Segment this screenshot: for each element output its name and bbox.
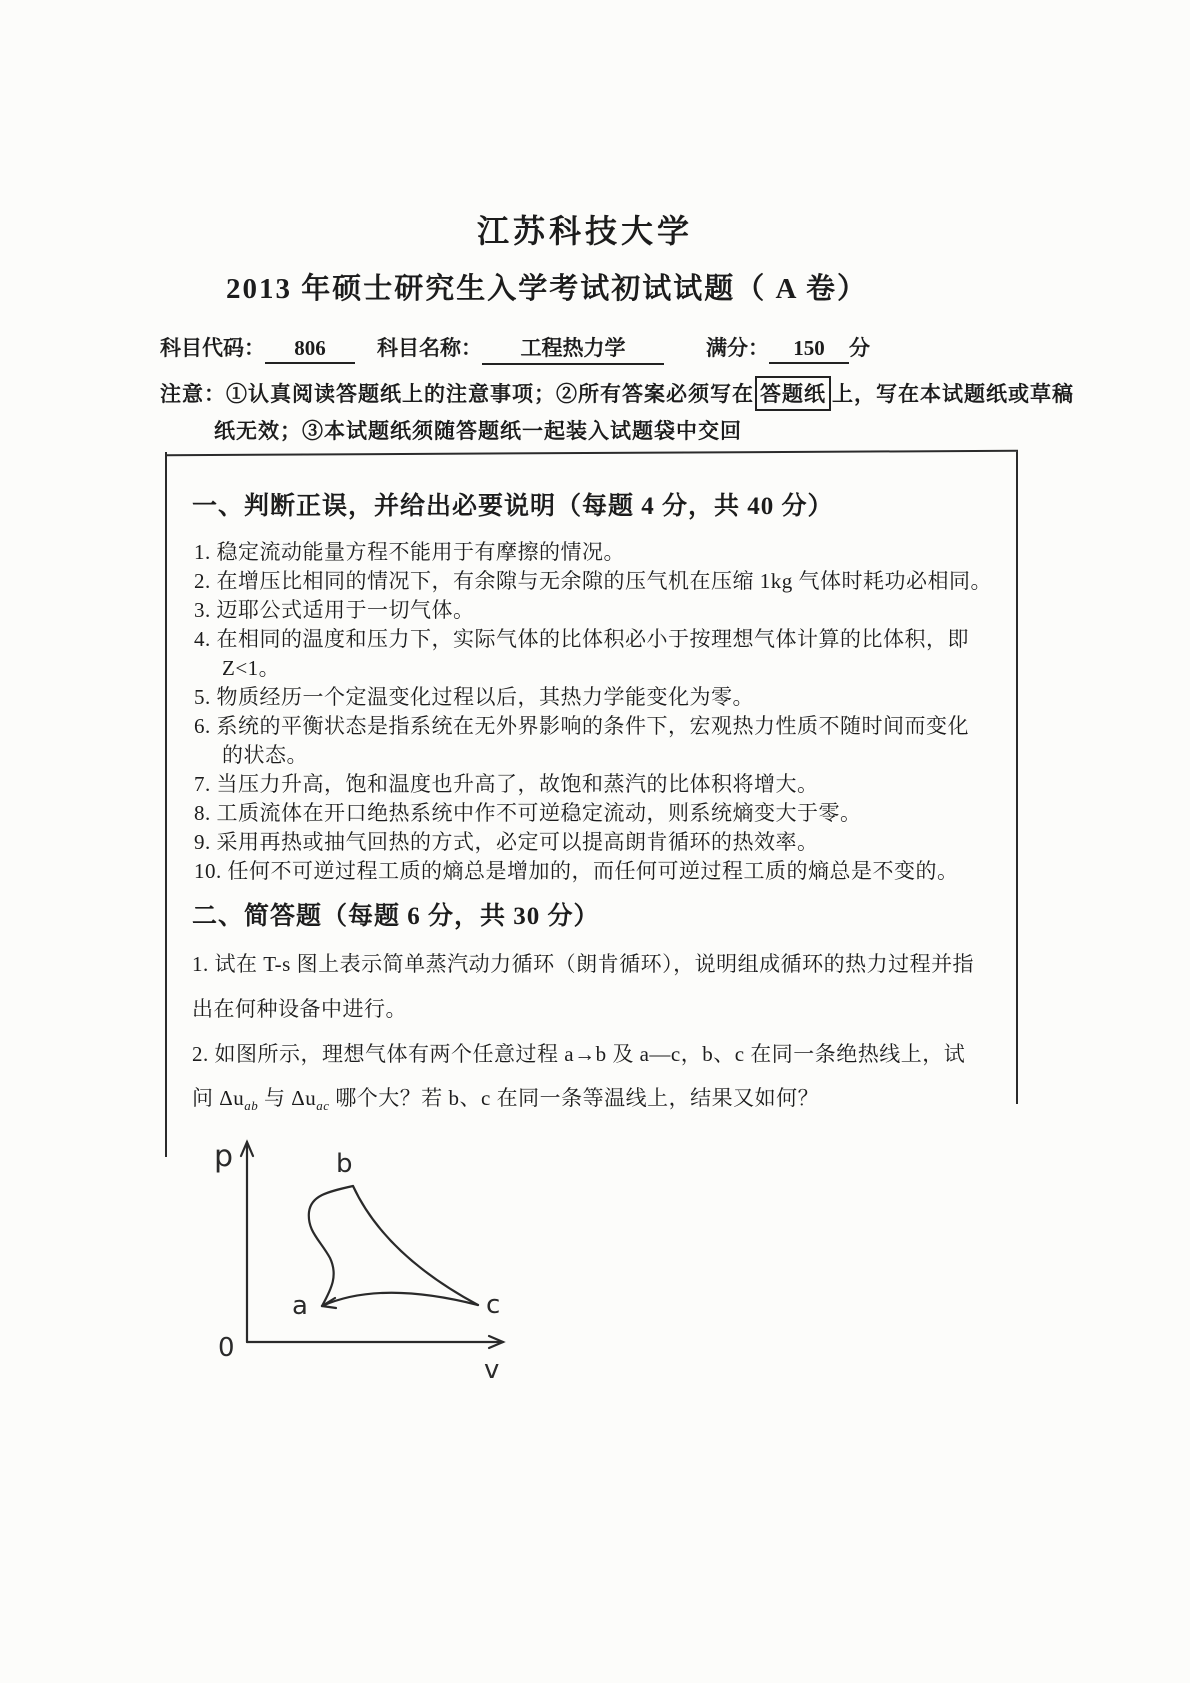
notice-label: 注意： bbox=[160, 382, 226, 406]
short-answer-q1-line1: 1. 试在 T-s 图上表示简单蒸汽动力循环（朗肯循环），说明组成循环的热力过程并指 bbox=[192, 952, 975, 976]
university-title: 江苏科技大学 bbox=[476, 213, 693, 249]
true-false-item-6: 6. 系统的平衡状态是指系统在无外界影响的条件下，宏观热力性质不随时间而变化 的状态。 bbox=[194, 714, 969, 767]
true-false-item-4: 4. 在相同的温度和压力下，实际气体的比体积必小于按理想气体计算的比体积，即 Z<1。 bbox=[194, 627, 969, 680]
full-score-unit: 分 bbox=[849, 336, 870, 360]
true-false-item-5: 5. 物质经历一个定温变化过程以后，其热力学能变化为零。 bbox=[194, 685, 754, 709]
p-axis-label: p bbox=[214, 1139, 234, 1174]
notice-text-before: ①认真阅读答题纸上的注意事项；②所有答案必须写在 bbox=[226, 382, 754, 406]
true-false-item-1: 1. 稳定流动能量方程不能用于有摩擦的情况。 bbox=[194, 540, 625, 564]
pv-diagram bbox=[170, 1080, 550, 1400]
notice-text-after: 上，写在本试题纸或草稿 bbox=[832, 382, 1074, 406]
subject-code-value: 806 bbox=[265, 336, 355, 364]
subject-name-label: 科目名称： bbox=[377, 336, 482, 360]
notice-line-1 bbox=[160, 376, 1074, 411]
delta-u-ac-subscript: ac bbox=[316, 1098, 330, 1114]
curve-b-to-c bbox=[353, 1186, 478, 1305]
pv-axes bbox=[241, 1142, 503, 1348]
true-false-item-7: 7. 当压力升高，饱和温度也升高了，故饱和蒸汽的比体积将增大。 bbox=[194, 772, 819, 796]
true-false-item-8: 8. 工质流体在开口绝热系统中作不可逆稳定流动，则系统熵变大于零。 bbox=[194, 801, 862, 825]
short-answer-q2-line2: 问 $\Delta u_{ab}$ 与 $\Delta u_{ac}$ 哪个大？若 b、c 在同一条等温线上，结果又如何？ bbox=[192, 1086, 820, 1114]
subject-name-value: 工程热力学 bbox=[482, 332, 664, 365]
point-b-label: b bbox=[336, 1149, 353, 1179]
true-false-item-10: 10. 任何不可逆过程工质的熵总是增加的，而任何可逆过程工质的熵总是不变的。 bbox=[194, 859, 959, 883]
question-frame-top-border bbox=[165, 450, 1018, 456]
v-axis-label: v bbox=[484, 1355, 500, 1385]
section1-heading: 一、判断正误，并给出必要说明（每题 4 分，共 40 分） bbox=[192, 493, 834, 520]
notice-line-2: 纸无效；③本试题纸须随答题纸一起装入试题袋中交回 bbox=[214, 419, 742, 443]
short-answer-q1-line2: 出在何种设备中进行。 bbox=[192, 997, 407, 1021]
true-false-item-3: 3. 迈耶公式适用于一切气体。 bbox=[194, 598, 475, 622]
answer-sheet-boxed-term: 答题纸 bbox=[755, 376, 831, 411]
true-false-item-9: 9. 采用再热或抽气回热的方式，必定可以提高朗肯循环的热效率。 bbox=[194, 830, 819, 854]
origin-label: 0 bbox=[218, 1333, 235, 1363]
question-frame-left-border bbox=[165, 452, 167, 1157]
true-false-question-list bbox=[194, 538, 1018, 886]
point-c-label: c bbox=[486, 1290, 501, 1320]
true-false-item-2: 2. 在增压比相同的情况下，有余隙与无余隙的压气机在压缩 1kg 气体时耗功必相同。 bbox=[194, 569, 992, 593]
curve-a-to-b bbox=[309, 1186, 353, 1306]
exam-title: 2013 年硕士研究生入学考试初试试题（ A 卷） bbox=[225, 273, 869, 305]
process-curves bbox=[309, 1186, 478, 1308]
delta-u-ab-subscript: ab bbox=[244, 1098, 259, 1114]
curve-c-to-a bbox=[322, 1293, 478, 1306]
subject-code-label: 科目代码： bbox=[160, 336, 265, 360]
short-answer-q2-line1: 2. 如图所示，理想气体有两个任意过程 a→b 及 a—c，b、c 在同一条绝热线上，试 bbox=[192, 1042, 966, 1066]
full-score-label: 满分： bbox=[706, 336, 769, 360]
full-score-value: 150 bbox=[769, 336, 849, 364]
section2-heading: 二、简答题（每题 6 分，共 30 分） bbox=[192, 903, 600, 930]
subject-info-row bbox=[160, 332, 870, 365]
point-a-label: a bbox=[292, 1291, 308, 1321]
